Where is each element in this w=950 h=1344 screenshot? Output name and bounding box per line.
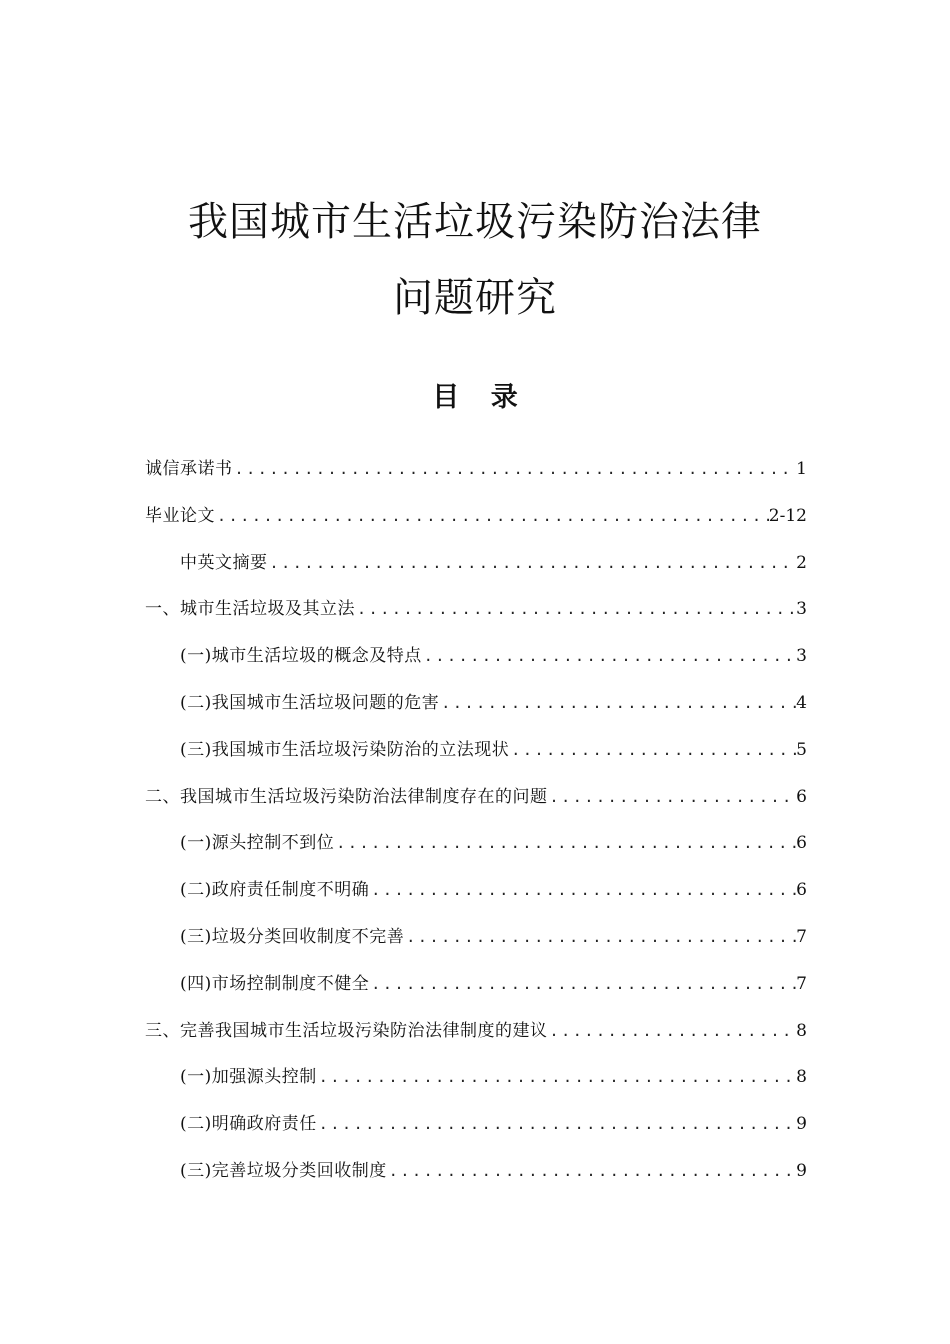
toc-entry-title: 二、我国城市生活垃圾污染防治法律制度存在的问题 xyxy=(145,786,548,807)
toc-dot-leader xyxy=(548,1015,797,1047)
toc-dot-leader xyxy=(268,547,797,579)
toc-entry-title: (三)我国城市生活垃圾污染防治的立法现状 xyxy=(180,739,510,760)
toc-dot-leader xyxy=(369,968,796,1000)
toc-page-number: 5 xyxy=(796,739,807,760)
toc-page-number: 6 xyxy=(796,880,807,901)
toc-entry-title: (二)政府责任制度不明确 xyxy=(180,880,370,901)
toc-entry-title: (一)城市生活垃圾的概念及特点 xyxy=(180,646,422,667)
toc-page-number: 1 xyxy=(796,459,807,479)
toc-entry-title: (四)市场控制制度不健全 xyxy=(180,973,370,994)
toc-dot-leader xyxy=(548,781,797,813)
toc-entry[interactable] xyxy=(145,500,807,547)
toc-entry[interactable] xyxy=(145,781,807,828)
toc-dot-leader xyxy=(369,874,796,906)
toc-entry[interactable] xyxy=(145,1061,807,1108)
toc-dot-leader xyxy=(317,1061,796,1093)
toc-entry[interactable] xyxy=(145,1155,807,1202)
toc-entry[interactable] xyxy=(145,453,807,500)
toc-page-number: 8 xyxy=(796,1067,807,1088)
toc-entry[interactable] xyxy=(145,921,807,968)
toc-dot-leader xyxy=(387,1155,796,1187)
toc-entry-title: (一)加强源头控制 xyxy=(180,1067,317,1088)
toc-dot-leader xyxy=(334,827,796,859)
toc-page-number: 3 xyxy=(796,599,807,620)
document-title-line-1: 我国城市生活垃圾污染防治法律 xyxy=(188,199,762,245)
toc-page-number: 6 xyxy=(796,786,807,807)
toc-entry-title: (二)明确政府责任 xyxy=(180,1114,317,1135)
table-of-contents xyxy=(145,453,807,1202)
toc-page-number: 9 xyxy=(796,1160,807,1181)
toc-page-number: 3 xyxy=(796,646,807,667)
toc-page-number: 9 xyxy=(796,1114,807,1135)
toc-entry-title: (一)源头控制不到位 xyxy=(180,833,335,854)
toc-page-number: 4 xyxy=(796,692,807,713)
toc-page-number: 8 xyxy=(796,1020,807,1041)
toc-dot-leader xyxy=(422,640,796,672)
toc-page-number: 2-12 xyxy=(768,505,807,526)
toc-page-number: 7 xyxy=(796,926,807,947)
toc-page-number: 2 xyxy=(796,552,807,573)
toc-entry[interactable] xyxy=(145,827,807,874)
toc-entry[interactable] xyxy=(145,968,807,1015)
document-title-line-2: 问题研究 xyxy=(393,275,557,321)
toc-entry-title: 中英文摘要 xyxy=(180,552,268,573)
toc-entry-title: 毕业论文 xyxy=(145,505,215,526)
toc-dot-leader xyxy=(317,1108,796,1140)
toc-entry[interactable] xyxy=(145,687,807,734)
toc-entry-title: (二)我国城市生活垃圾问题的危害 xyxy=(180,692,440,713)
toc-entry[interactable] xyxy=(145,547,807,594)
toc-entry[interactable] xyxy=(145,593,807,640)
toc-dot-leader xyxy=(215,500,769,532)
toc-entry-title: (三)垃圾分类回收制度不完善 xyxy=(180,926,405,947)
toc-entry[interactable] xyxy=(145,1108,807,1155)
toc-entry-title: 诚信承诺书 xyxy=(145,459,233,479)
toc-page-number: 6 xyxy=(796,833,807,854)
toc-entry[interactable] xyxy=(145,874,807,921)
toc-dot-leader xyxy=(355,593,796,625)
toc-entry[interactable] xyxy=(145,640,807,687)
toc-entry-title: 一、城市生活垃圾及其立法 xyxy=(145,599,355,620)
toc-entry-title: (三)完善垃圾分类回收制度 xyxy=(180,1160,387,1181)
toc-dot-leader xyxy=(509,734,796,766)
toc-dot-leader xyxy=(404,921,796,953)
toc-entry[interactable] xyxy=(145,1015,807,1062)
toc-dot-leader xyxy=(233,453,797,485)
toc-heading: 目 录 xyxy=(432,382,518,413)
toc-entry-title: 三、完善我国城市生活垃圾污染防治法律制度的建议 xyxy=(145,1020,548,1041)
toc-entry[interactable] xyxy=(145,734,807,781)
toc-dot-leader xyxy=(439,687,796,719)
toc-page-number: 7 xyxy=(796,973,807,994)
